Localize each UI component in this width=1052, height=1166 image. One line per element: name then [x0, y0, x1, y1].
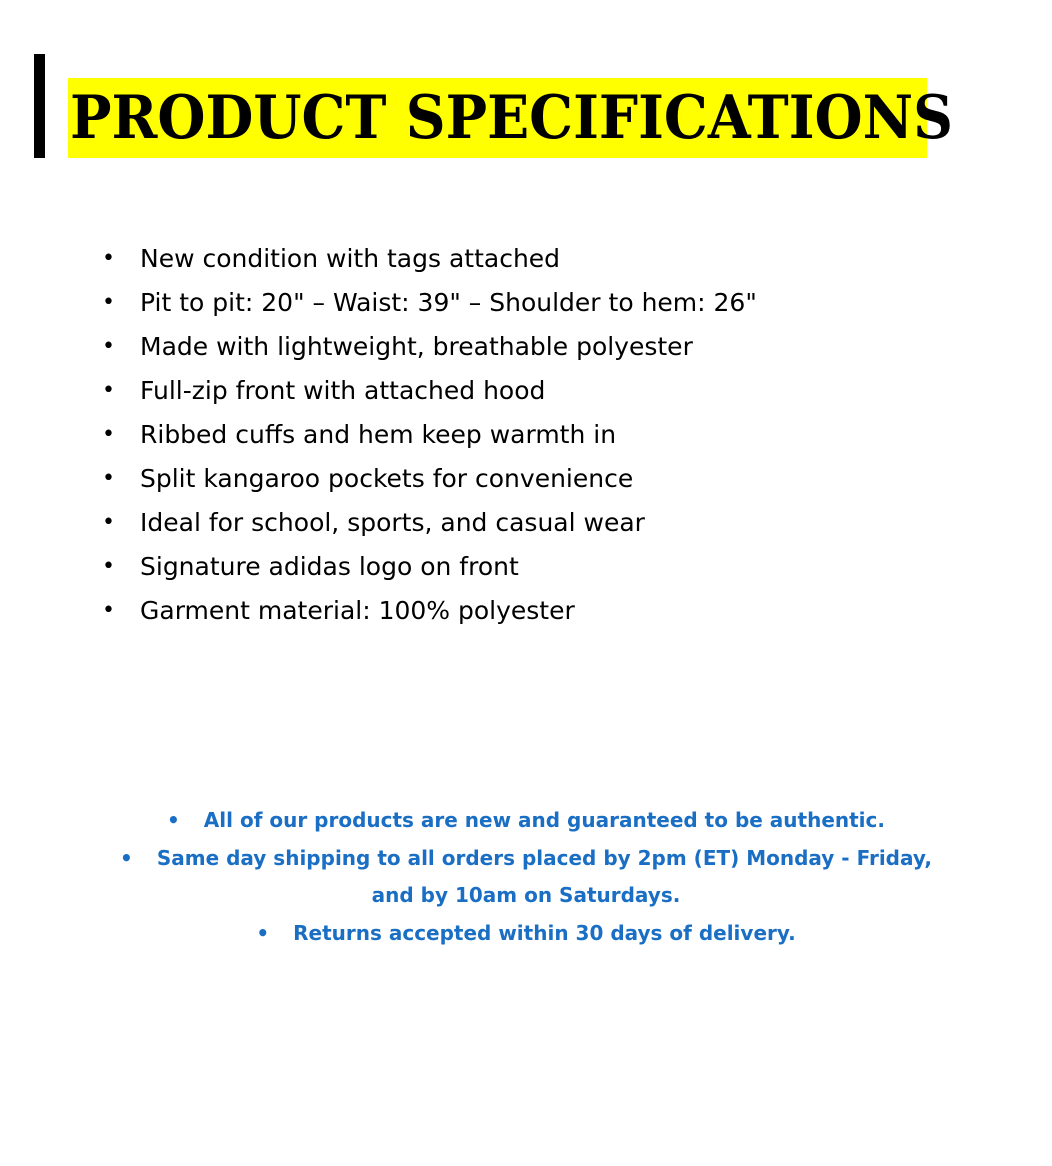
spec-text: Garment material: 100% polyester [140, 596, 575, 625]
bullet-icon: • [102, 246, 115, 271]
spec-item [0, 325, 757, 369]
bullet-icon: • [120, 845, 133, 870]
spec-text: Pit to pit: 20" – Waist: 39" – Shoulder to hem: 26" [140, 288, 757, 317]
bullet-icon: • [102, 422, 115, 447]
policy-list [96, 802, 956, 952]
spec-text: Ribbed cuffs and hem keep warmth in [140, 420, 617, 449]
spec-item [0, 413, 757, 457]
spec-text: New condition with tags attached [140, 244, 561, 273]
spec-text: Signature adidas logo on front [140, 552, 519, 581]
spec-item [0, 589, 757, 633]
bullet-icon: • [102, 554, 115, 579]
bullet-icon: • [102, 510, 115, 535]
spec-list [0, 237, 757, 633]
spec-text: Full-zip front with attached hood [140, 376, 546, 405]
bullet-icon: • [102, 334, 115, 359]
bullet-icon: • [167, 808, 180, 832]
spec-item [0, 545, 757, 589]
spec-item [0, 501, 757, 545]
bullet-icon: • [102, 598, 115, 623]
bullet-icon: • [102, 290, 115, 315]
accent-bar [34, 54, 45, 158]
policy-text: Same day shipping to all orders placed by 2pm (ET) Monday - Friday, and by 10am on Saturdays. [156, 845, 932, 907]
spec-text: Made with lightweight, breathable polyester [140, 332, 693, 361]
bullet-icon: • [256, 920, 270, 945]
spec-text: Split kangaroo pockets for convenience [140, 464, 634, 493]
policy-text: Returns accepted within 30 days of delivery. [293, 920, 796, 945]
bullet-icon: • [102, 466, 115, 491]
spec-item [0, 281, 757, 325]
page-title: PRODUCT SPECIFICATIONS [70, 83, 953, 153]
spec-item [0, 237, 757, 281]
policy-item [96, 802, 956, 840]
spec-text: Ideal for school, sports, and casual wear [140, 508, 645, 537]
spec-item [0, 369, 757, 413]
bullet-icon: • [102, 378, 115, 403]
policy-item [96, 840, 956, 915]
policy-item [96, 915, 956, 953]
spec-item [0, 457, 757, 501]
policy-text: All of our products are new and guaranteed to be authentic. [203, 808, 885, 832]
